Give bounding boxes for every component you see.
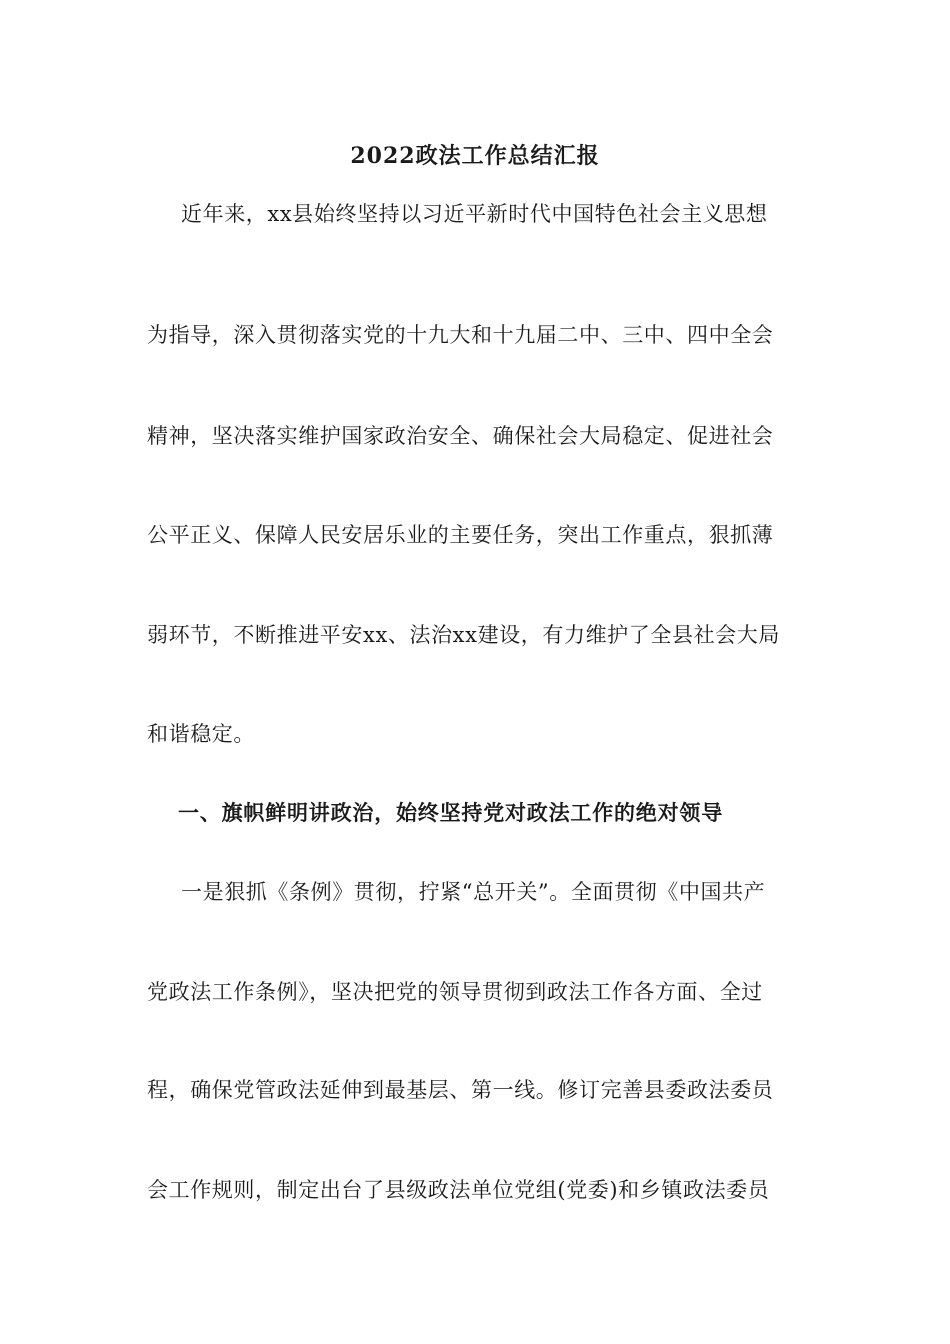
paragraph-line: 弱环节，不断推进平安xx、法治xx建设，有力维护了全县社会大局 [147,623,780,647]
paragraph-line: 一是狠抓《条例》贯彻，拧紧“总开关”。全面贯彻《中国共产 [181,880,766,904]
paragraph-line: 和谐稳定。 [147,722,255,746]
paragraph-line: 公平正义、保障人民安居乐业的主要任务，突出工作重点，狠抓薄 [147,523,774,547]
paragraph-line: 会工作规则，制定出台了县级政法单位党组(党委)和乡镇政法委员 [147,1178,770,1202]
paragraph-line: 精神，坚决落实维护国家政治安全、确保社会大局稳定、促进社会 [147,424,774,448]
paragraph-line: 为指导，深入贯彻落实党的十九大和十九届二中、三中、四中全会 [147,323,774,347]
document-title: 2022政法工作总结汇报 [350,143,600,169]
paragraph-line: 程，确保党管政法延伸到最基层、第一线。修订完善县委政法委员 [147,1078,774,1102]
section-heading: 一、旗帜鲜明讲政治，始终坚持党对政法工作的绝对领导 [178,800,723,825]
paragraph-line: 近年来，xx县始终坚持以习近平新时代中国特色社会主义思想 [181,202,768,226]
paragraph-line: 党政法工作条例》，坚决把党的领导贯彻到政法工作各方面、全过 [147,980,763,1004]
